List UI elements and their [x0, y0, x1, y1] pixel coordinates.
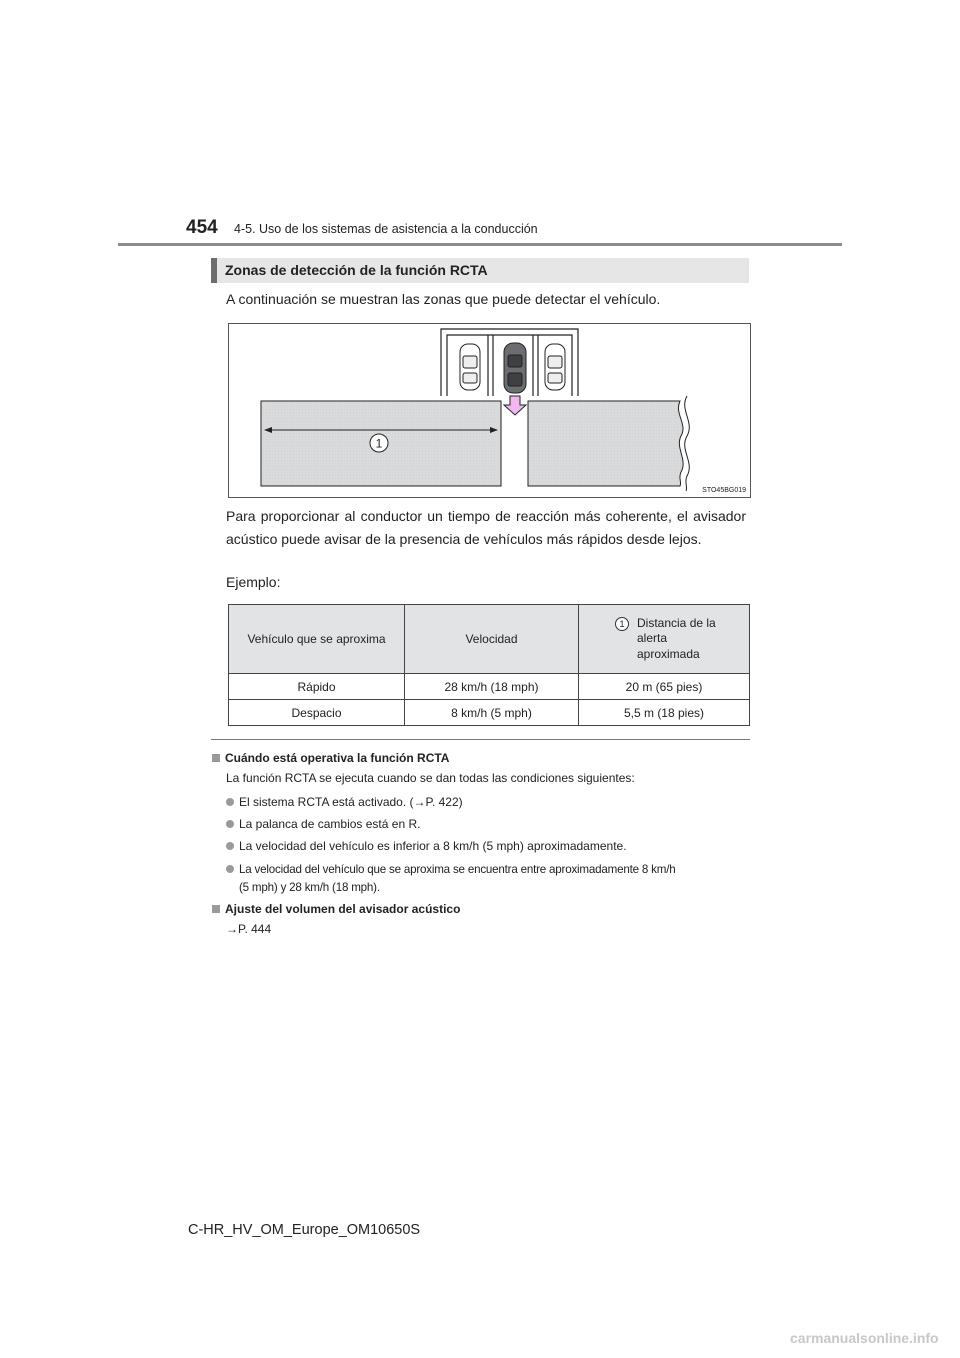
- square-bullet-icon: [212, 754, 220, 762]
- table-row: [229, 700, 750, 726]
- body-paragraph: Para proporcionar al conductor un tiempo de reacción más coherente, el avisador acústico puede avisar de la presencia de vehículos más rápidos desde lejos.: [226, 508, 746, 547]
- table-row: [229, 674, 750, 700]
- watermark: carmanualsonline.info: [790, 1330, 939, 1346]
- reverse-arrow: [504, 396, 526, 415]
- table-header-distance: [579, 605, 750, 674]
- operation-heading: [212, 751, 449, 765]
- operation-intro: La función RCTA se ejecuta cuando se dan todas las condiciones siguientes:: [226, 771, 635, 785]
- callout-marker: 1: [615, 617, 629, 631]
- table-header-distance-line: aproximada: [637, 646, 700, 661]
- bullet-icon: [226, 865, 234, 873]
- table-header-distance-line: alerta: [637, 631, 668, 646]
- table-header-row: [229, 605, 750, 674]
- footer-code: C-HR_HV_OM_Europe_OM10650S: [188, 1222, 421, 1238]
- condition-text: El sistema RCTA está activado. (→P. 422): [239, 795, 463, 809]
- page-number: 454: [186, 217, 218, 238]
- section-heading-text: Zonas de detección de la función RCTA: [225, 262, 488, 278]
- header-rule: [118, 243, 842, 246]
- example-label: Ejemplo:: [226, 574, 281, 590]
- separator-rule: [211, 739, 750, 740]
- condition-text: La velocidad del vehículo que se aproxima se encuentra entre aproximadamente 8 km/h: [239, 863, 676, 876]
- page-reference-link[interactable]: →P. 444: [226, 922, 272, 936]
- bullet-icon: [226, 820, 234, 828]
- detection-zone-figure: [228, 323, 751, 498]
- table-cell: 5,5 m (18 pies): [579, 700, 750, 726]
- table-header-speed: Velocidad: [405, 605, 579, 674]
- condition-item: [226, 816, 420, 833]
- figure-code: STO45BG019: [702, 487, 746, 494]
- parked-car-right: [545, 344, 565, 390]
- section-intro: A continuación se muestran las zonas que puede detectar el vehículo.: [226, 291, 661, 307]
- volume-heading-text: Ajuste del volumen del avisador acústico: [225, 902, 461, 916]
- table-header-vehicle: Vehículo que se aproxima: [229, 605, 405, 674]
- condition-item: [226, 861, 675, 878]
- operation-heading-text: Cuándo está operativa la función RCTA: [225, 751, 450, 765]
- section-heading: [211, 258, 749, 283]
- detection-zone-diagram: [229, 324, 750, 497]
- volume-heading: [212, 902, 460, 916]
- table-cell: Despacio: [229, 700, 405, 726]
- bullet-icon: [226, 798, 234, 806]
- table-cell: 8 km/h (5 mph): [405, 700, 579, 726]
- alert-distance-table: [228, 604, 750, 726]
- parked-car-left: [460, 344, 480, 390]
- table-cell: 28 km/h (18 mph): [405, 674, 579, 700]
- bullet-icon: [226, 842, 234, 850]
- section-heading-bar: [211, 258, 217, 283]
- condition-text: La velocidad del vehículo es inferior a 8 km/h (5 mph) aproximadamente.: [239, 839, 627, 853]
- break-line: [685, 396, 690, 491]
- condition-item: [226, 838, 627, 855]
- condition-text: La palanca de cambios está en R.: [239, 817, 421, 831]
- own-vehicle: [504, 343, 526, 393]
- square-bullet-icon: [212, 905, 220, 913]
- table-header-distance-line: Distancia de la: [637, 615, 716, 630]
- detection-zone-right: [528, 401, 683, 486]
- distance-callout-label: 1: [375, 436, 383, 451]
- condition-text-continued: (5 mph) y 28 km/h (18 mph).: [239, 881, 380, 894]
- table-cell: Rápido: [229, 674, 405, 700]
- condition-item: [226, 794, 463, 811]
- chapter-title: 4-5. Uso de los sistemas de asistencia a la conducción: [234, 222, 538, 236]
- table-cell: 20 m (65 pies): [579, 674, 750, 700]
